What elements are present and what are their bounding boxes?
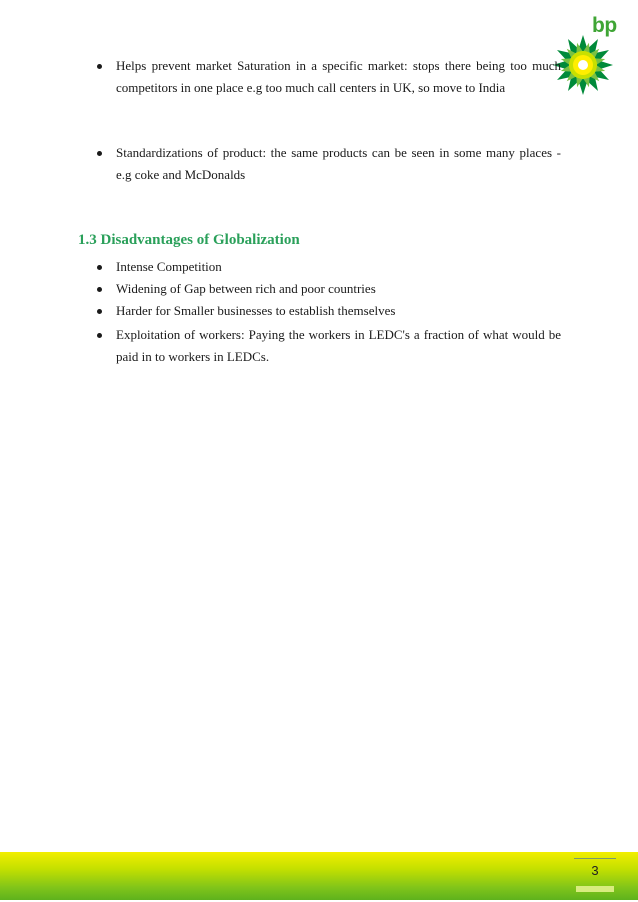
bullet-icon — [97, 309, 102, 314]
list-item — [116, 300, 561, 322]
bullet-icon — [97, 333, 102, 338]
list-item — [116, 142, 561, 186]
list-item — [116, 278, 561, 300]
page-number-box — [574, 858, 616, 892]
bp-logo — [552, 14, 624, 94]
list-item-text: Widening of Gap between rich and poor countries — [116, 281, 376, 296]
list-item-text: Harder for Smaller businesses to establish themselves — [116, 303, 396, 318]
bullet-icon — [97, 287, 102, 292]
list-item — [116, 256, 561, 278]
footer-band — [0, 852, 638, 900]
bullet-icon — [97, 265, 102, 270]
section-heading: 1.3 Disadvantages of Globalization — [78, 232, 300, 248]
bullet-icon — [97, 151, 102, 156]
list-item-text: Standardizations of product: the same products can be seen in some many places - e.g coke and McDonalds — [116, 145, 561, 182]
list-item — [116, 55, 561, 99]
bullet-icon — [97, 64, 102, 69]
list-item-text: Intense Competition — [116, 259, 222, 274]
list-item — [116, 324, 561, 368]
bp-wordmark: bp — [592, 14, 617, 37]
page-number-underline — [576, 886, 614, 892]
helios-icon — [552, 34, 614, 96]
page-number: 3 — [591, 863, 599, 878]
list-item-text: Exploitation of workers: Paying the workers in LEDC's a fraction of what would be paid in to workers in LEDCs. — [116, 327, 561, 364]
page-number-rule — [574, 858, 616, 859]
list-item-text: Helps prevent market Saturation in a specific market: stops there being too much competitors in one place e.g too much call centers in UK, so move to India — [116, 58, 561, 95]
